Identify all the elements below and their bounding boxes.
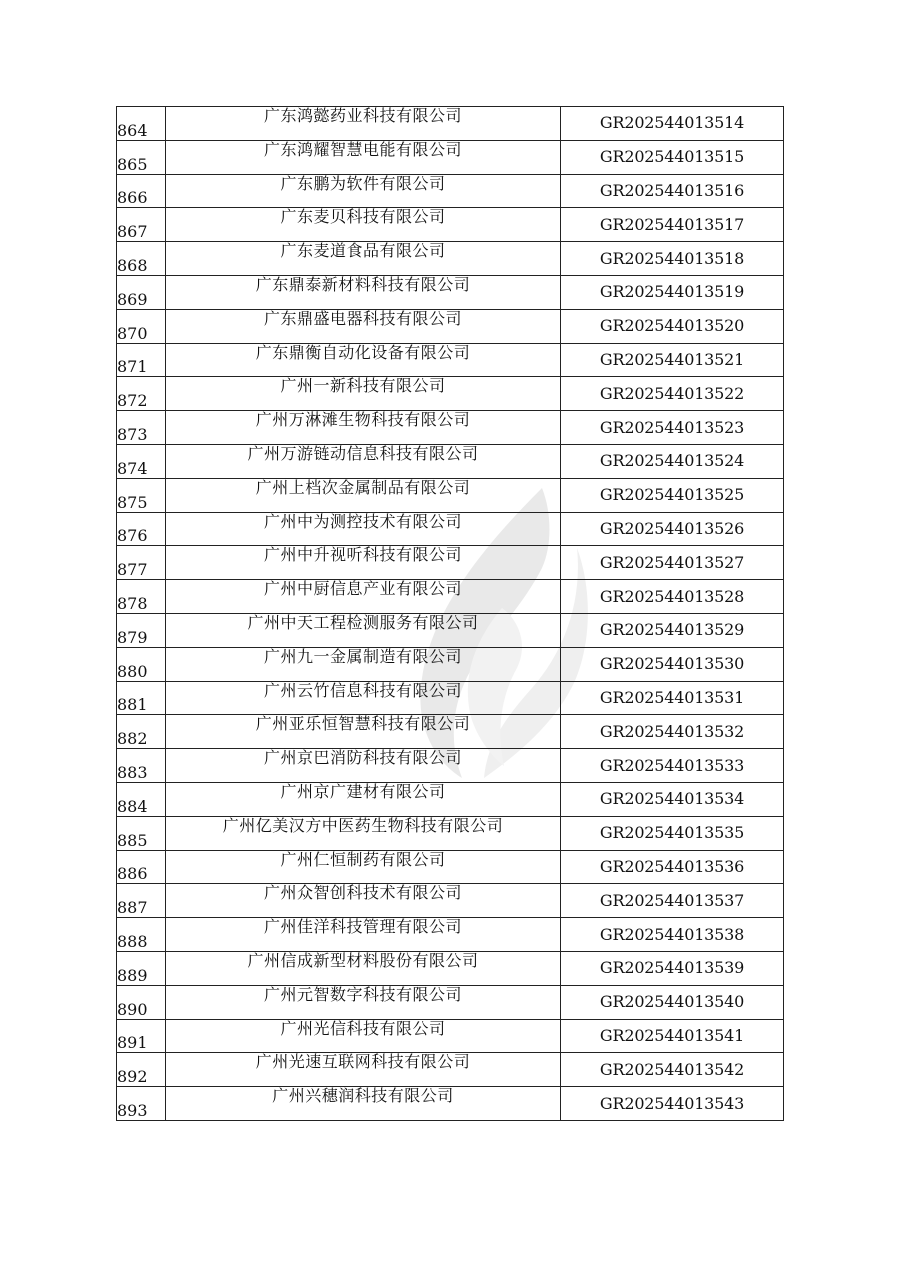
row-number-cell: 876 bbox=[117, 512, 166, 546]
row-number-cell: 890 bbox=[117, 985, 166, 1019]
company-name-cell: 广州亿美汉方中医药生物科技有限公司 bbox=[166, 816, 561, 850]
table-row bbox=[117, 1053, 784, 1087]
company-name-cell: 广州中厨信息产业有限公司 bbox=[166, 580, 561, 614]
table-row bbox=[117, 275, 784, 309]
certificate-number-cell: GR202544013539 bbox=[561, 951, 784, 985]
row-number-cell: 893 bbox=[117, 1087, 166, 1121]
table-row bbox=[117, 411, 784, 445]
company-name-cell: 广州佳洋科技管理有限公司 bbox=[166, 918, 561, 952]
row-number-cell: 873 bbox=[117, 411, 166, 445]
table-row bbox=[117, 444, 784, 478]
certificate-number-cell: GR202544013533 bbox=[561, 749, 784, 783]
company-name-cell: 广东鸿耀智慧电能有限公司 bbox=[166, 140, 561, 174]
row-number-cell: 870 bbox=[117, 309, 166, 343]
row-number-cell: 888 bbox=[117, 918, 166, 952]
certificate-number-cell: GR202544013524 bbox=[561, 444, 784, 478]
certificate-number-cell: GR202544013528 bbox=[561, 580, 784, 614]
table-row bbox=[117, 613, 784, 647]
certificate-number-cell: GR202544013514 bbox=[561, 107, 784, 141]
certificate-number-cell: GR202544013541 bbox=[561, 1019, 784, 1053]
table-row bbox=[117, 546, 784, 580]
row-number-cell: 866 bbox=[117, 174, 166, 208]
certificate-number-cell: GR202544013530 bbox=[561, 647, 784, 681]
row-number-cell: 882 bbox=[117, 715, 166, 749]
certificate-number-cell: GR202544013538 bbox=[561, 918, 784, 952]
row-number-cell: 887 bbox=[117, 884, 166, 918]
table-row bbox=[117, 343, 784, 377]
row-number-cell: 871 bbox=[117, 343, 166, 377]
row-number-cell: 886 bbox=[117, 850, 166, 884]
certificate-number-cell: GR202544013515 bbox=[561, 140, 784, 174]
table-row bbox=[117, 377, 784, 411]
row-number-cell: 872 bbox=[117, 377, 166, 411]
company-name-cell: 广东麦道食品有限公司 bbox=[166, 242, 561, 276]
company-name-cell: 广州仁恒制药有限公司 bbox=[166, 850, 561, 884]
certificate-number-cell: GR202544013542 bbox=[561, 1053, 784, 1087]
company-name-cell: 广州云竹信息科技有限公司 bbox=[166, 681, 561, 715]
company-name-cell: 广州中升视听科技有限公司 bbox=[166, 546, 561, 580]
table-row bbox=[117, 816, 784, 850]
table-row bbox=[117, 985, 784, 1019]
table-row bbox=[117, 951, 784, 985]
row-number-cell: 877 bbox=[117, 546, 166, 580]
company-name-cell: 广东麦贝科技有限公司 bbox=[166, 208, 561, 242]
certificate-number-cell: GR202544013536 bbox=[561, 850, 784, 884]
row-number-cell: 891 bbox=[117, 1019, 166, 1053]
row-number-cell: 884 bbox=[117, 782, 166, 816]
row-number-cell: 868 bbox=[117, 242, 166, 276]
table-row bbox=[117, 580, 784, 614]
company-name-cell: 广州兴穗润科技有限公司 bbox=[166, 1087, 561, 1121]
certificate-number-cell: GR202544013516 bbox=[561, 174, 784, 208]
certificate-number-cell: GR202544013522 bbox=[561, 377, 784, 411]
row-number-cell: 889 bbox=[117, 951, 166, 985]
company-table-body bbox=[117, 107, 784, 1121]
table-row bbox=[117, 140, 784, 174]
certificate-number-cell: GR202544013521 bbox=[561, 343, 784, 377]
row-number-cell: 875 bbox=[117, 478, 166, 512]
company-name-cell: 广州上档次金属制品有限公司 bbox=[166, 478, 561, 512]
company-name-cell: 广州京巴消防科技有限公司 bbox=[166, 749, 561, 783]
company-name-cell: 广东鼎衡自动化设备有限公司 bbox=[166, 343, 561, 377]
row-number-cell: 885 bbox=[117, 816, 166, 850]
company-name-cell: 广州京广建材有限公司 bbox=[166, 782, 561, 816]
table-row bbox=[117, 1087, 784, 1121]
company-name-cell: 广州万游链动信息科技有限公司 bbox=[166, 444, 561, 478]
table-row bbox=[117, 478, 784, 512]
company-table bbox=[116, 106, 784, 1121]
table-row bbox=[117, 242, 784, 276]
row-number-cell: 883 bbox=[117, 749, 166, 783]
company-name-cell: 广东鹏为软件有限公司 bbox=[166, 174, 561, 208]
certificate-number-cell: GR202544013523 bbox=[561, 411, 784, 445]
certificate-number-cell: GR202544013532 bbox=[561, 715, 784, 749]
table-row bbox=[117, 918, 784, 952]
company-name-cell: 广州九一金属制造有限公司 bbox=[166, 647, 561, 681]
company-name-cell: 广州一新科技有限公司 bbox=[166, 377, 561, 411]
company-name-cell: 广州中为测控技术有限公司 bbox=[166, 512, 561, 546]
company-name-cell: 广州光速互联网科技有限公司 bbox=[166, 1053, 561, 1087]
company-name-cell: 广东鸿懿药业科技有限公司 bbox=[166, 107, 561, 141]
company-name-cell: 广州元智数字科技有限公司 bbox=[166, 985, 561, 1019]
row-number-cell: 865 bbox=[117, 140, 166, 174]
company-name-cell: 广州光信科技有限公司 bbox=[166, 1019, 561, 1053]
table-row bbox=[117, 309, 784, 343]
certificate-number-cell: GR202544013519 bbox=[561, 275, 784, 309]
certificate-number-cell: GR202544013525 bbox=[561, 478, 784, 512]
certificate-number-cell: GR202544013531 bbox=[561, 681, 784, 715]
row-number-cell: 867 bbox=[117, 208, 166, 242]
table-row bbox=[117, 850, 784, 884]
table-row bbox=[117, 715, 784, 749]
table-row bbox=[117, 884, 784, 918]
certificate-number-cell: GR202544013518 bbox=[561, 242, 784, 276]
table-row bbox=[117, 749, 784, 783]
table-row bbox=[117, 512, 784, 546]
certificate-number-cell: GR202544013537 bbox=[561, 884, 784, 918]
certificate-number-cell: GR202544013535 bbox=[561, 816, 784, 850]
row-number-cell: 881 bbox=[117, 681, 166, 715]
certificate-number-cell: GR202544013540 bbox=[561, 985, 784, 1019]
row-number-cell: 892 bbox=[117, 1053, 166, 1087]
company-name-cell: 广州亚乐恒智慧科技有限公司 bbox=[166, 715, 561, 749]
row-number-cell: 878 bbox=[117, 580, 166, 614]
table-row bbox=[117, 208, 784, 242]
row-number-cell: 874 bbox=[117, 444, 166, 478]
certificate-number-cell: GR202544013529 bbox=[561, 613, 784, 647]
table-row bbox=[117, 782, 784, 816]
company-name-cell: 广东鼎盛电器科技有限公司 bbox=[166, 309, 561, 343]
certificate-number-cell: GR202544013520 bbox=[561, 309, 784, 343]
table-row bbox=[117, 681, 784, 715]
company-name-cell: 广州信成新型材料股份有限公司 bbox=[166, 951, 561, 985]
certificate-number-cell: GR202544013526 bbox=[561, 512, 784, 546]
company-name-cell: 广州众智创科技术有限公司 bbox=[166, 884, 561, 918]
certificate-number-cell: GR202544013517 bbox=[561, 208, 784, 242]
certificate-number-cell: GR202544013543 bbox=[561, 1087, 784, 1121]
table-row bbox=[117, 647, 784, 681]
row-number-cell: 869 bbox=[117, 275, 166, 309]
company-name-cell: 广州万淋滩生物科技有限公司 bbox=[166, 411, 561, 445]
row-number-cell: 880 bbox=[117, 647, 166, 681]
table-row bbox=[117, 107, 784, 141]
table-row bbox=[117, 1019, 784, 1053]
certificate-number-cell: GR202544013527 bbox=[561, 546, 784, 580]
company-name-cell: 广东鼎泰新材料科技有限公司 bbox=[166, 275, 561, 309]
table-row bbox=[117, 174, 784, 208]
certificate-number-cell: GR202544013534 bbox=[561, 782, 784, 816]
company-name-cell: 广州中天工程检测服务有限公司 bbox=[166, 613, 561, 647]
row-number-cell: 879 bbox=[117, 613, 166, 647]
row-number-cell: 864 bbox=[117, 107, 166, 141]
